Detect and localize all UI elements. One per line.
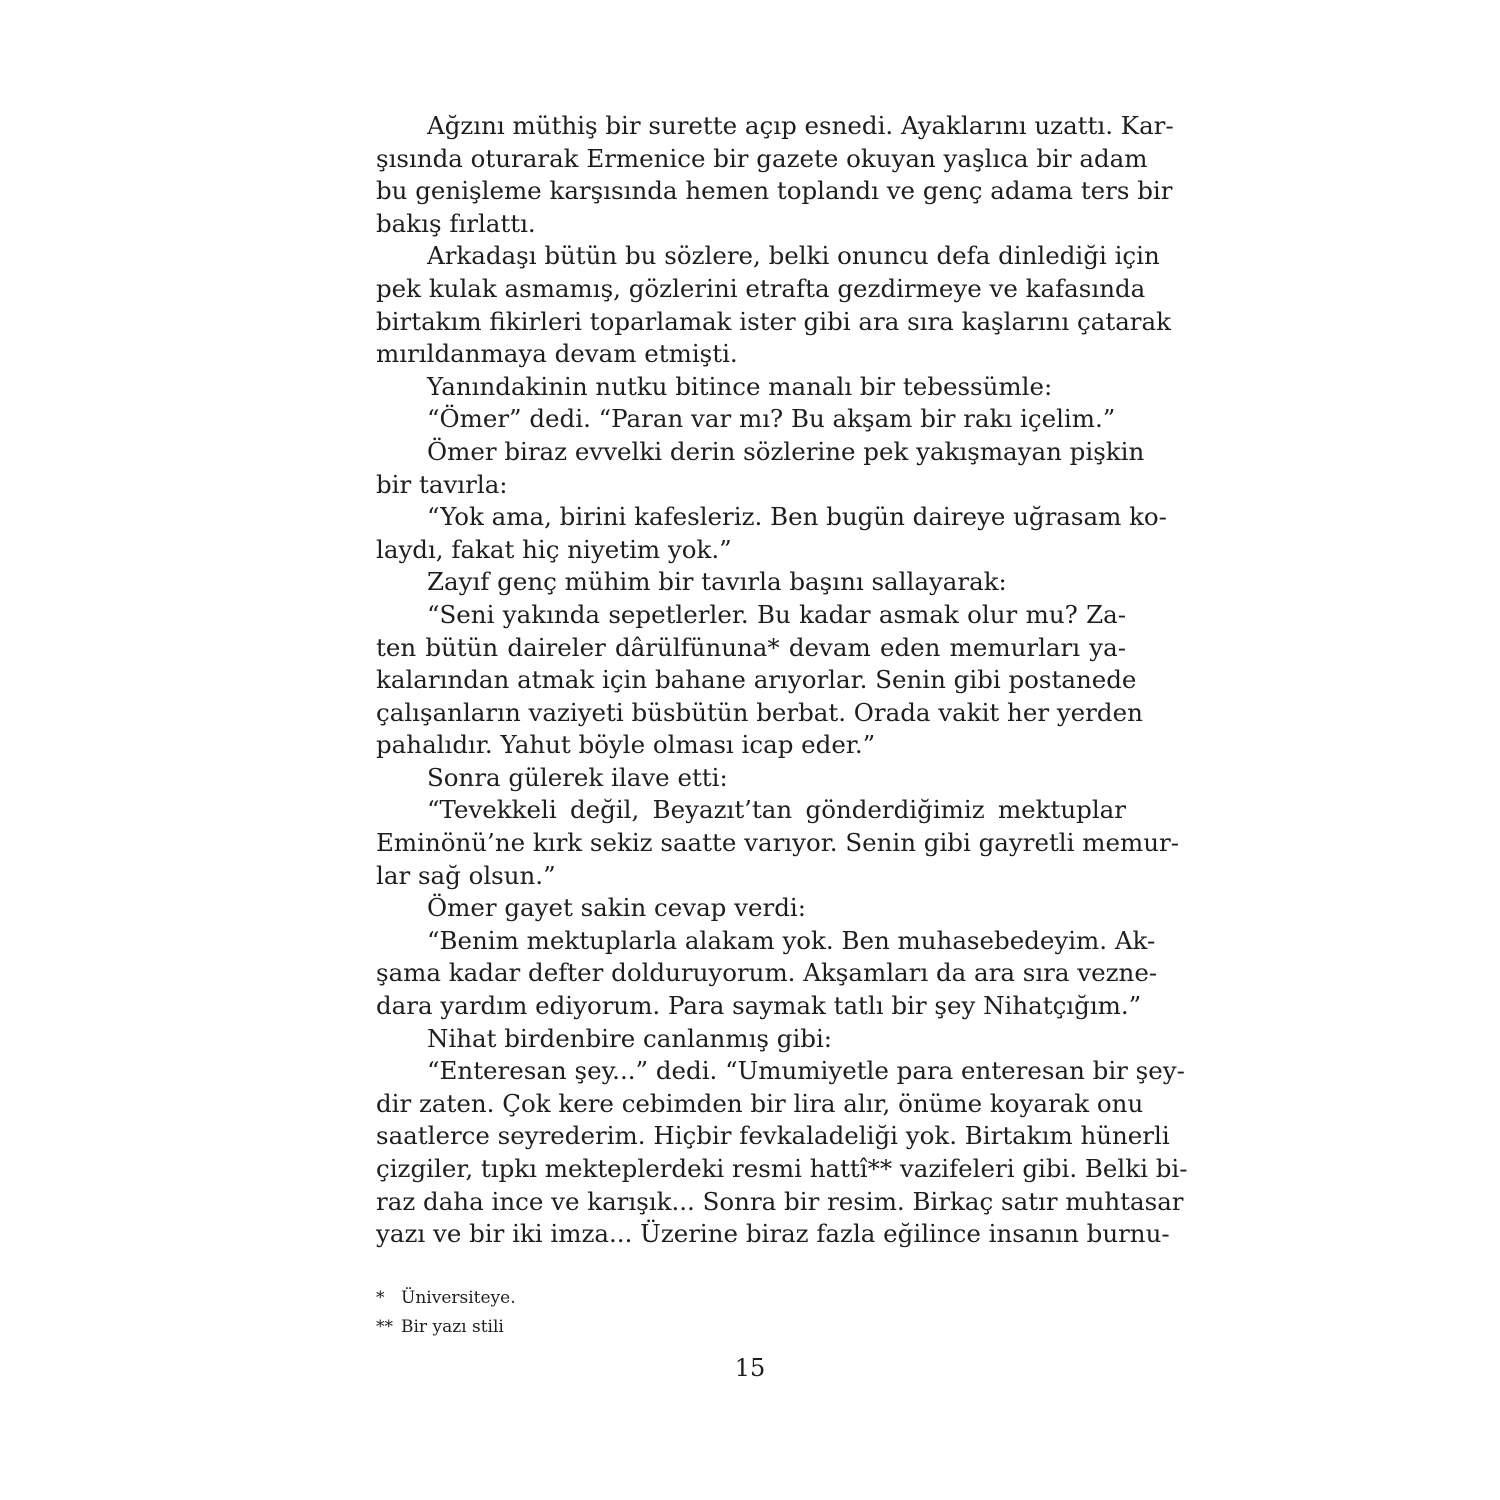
footnote-mark: *	[376, 1288, 385, 1308]
text-line: birtakım fikirleri toparlamak ister gibi ara sıra kaşlarını çatarak	[376, 306, 1171, 336]
text-line: Arkadaşı bütün bu sözlere, belki onuncu defa dinlediği için	[427, 241, 1160, 271]
text-line: raz daha ince ve karışık... Sonra bir resim. Birkaç satır muhtasar	[376, 1186, 1184, 1216]
text-line: bu genişleme karşısında hemen toplandı ve genç adama ters bir	[376, 176, 1173, 206]
text-line: mırıldanmaya devam etmişti.	[376, 339, 738, 369]
text-line: yazı ve bir iki imza... Üzerine biraz fazla eğilince insanın burnu-	[376, 1219, 1170, 1249]
footnote-text: Bir yazı stili	[401, 1317, 504, 1337]
text-line: şısında oturarak Ermenice bir gazete okuyan yaşlıca bir adam	[376, 143, 1148, 173]
footnote	[376, 1284, 1126, 1313]
footnotes	[376, 1284, 1126, 1342]
text-line: pahalıdır. Yahut böyle olması icap eder.”	[376, 730, 876, 760]
text-line: “Ömer” dedi. “Paran var mı? Bu akşam bir rakı içelim.”	[427, 404, 1116, 434]
page-number: 15	[734, 1354, 766, 1382]
text-line: Eminönü’ne kırk sekiz saatte varıyor. Senin gibi gayretli memur-	[376, 828, 1179, 858]
text-line: “Seni yakında sepetlerler. Bu kadar asmak olur mu? Za-	[427, 599, 1126, 629]
footnote-mark: **	[376, 1317, 393, 1337]
body-text	[376, 110, 1188, 1251]
text-line: Ömer gayet sakin cevap verdi:	[427, 893, 806, 923]
text-line: “Yok ama, birini kafesleriz. Ben bugün daireye uğrasam ko-	[427, 502, 1167, 532]
text-line: “Tevekkeli değil, Beyazıt’tan gönderdiğimiz mektuplar	[427, 795, 1126, 825]
text-line: Zayıf genç mühim bir tavırla başını sallayarak:	[427, 567, 1007, 597]
text-line: çalışanların vaziyeti büsbütün berbat. Orada vakit her yerden	[376, 697, 1143, 727]
text-line: dir zaten. Çok kere cebimden bir lira alır, önüme koyarak onu	[376, 1088, 1144, 1118]
text-line: “Benim mektuplarla alakam yok. Ben muhasebedeyim. Ak-	[427, 925, 1156, 955]
text-line: laydı, fakat hiç niyetim yok.”	[376, 534, 732, 564]
footnote	[376, 1313, 1126, 1342]
text-line: saatlerce seyrederim. Hiçbir fevkaladeliği yok. Birtakım hünerli	[376, 1121, 1170, 1151]
text-line: lar sağ olsun.”	[376, 860, 556, 890]
text-line: bir tavırla:	[376, 469, 508, 499]
text-line: çizgiler, tıpkı mekteplerdeki resmi hattî** vazifeleri gibi. Belki bi-	[376, 1154, 1188, 1183]
text-line: pek kulak asmamış, gözlerini etrafta gezdirmeye ve kafasında	[376, 273, 1146, 303]
text-line: kalarından atmak için bahane arıyorlar. Senin gibi postanede	[376, 665, 1137, 695]
text-line: bakış fırlattı.	[376, 208, 536, 238]
text-line: Yanındakinin nutku bitince manalı bir tebessümle:	[427, 371, 1053, 401]
text-line: Sonra gülerek ilave etti:	[427, 762, 728, 792]
text-line: ten bütün daireler dârülfünuna* devam eden memurları ya-	[376, 632, 1126, 662]
text-line: şama kadar defter dolduruyorum. Akşamları da ara sıra vezne-	[376, 958, 1158, 988]
text-line: dara yardım ediyorum. Para saymak tatlı bir şey Nihatçığım.”	[376, 991, 1142, 1021]
footnote-text: Üniversiteye.	[401, 1288, 516, 1308]
text-line: Ömer biraz evvelki derin sözlerine pek yakışmayan pişkin	[427, 436, 1145, 466]
text-line: Nihat birdenbire canlanmış gibi:	[427, 1023, 833, 1053]
text-line: Ağzını müthiş bir surette açıp esnedi. Ayaklarını uzattı. Kar-	[427, 111, 1174, 140]
text-line: “Enteresan şey...” dedi. “Umumiyetle para enteresan bir şey-	[427, 1056, 1185, 1086]
